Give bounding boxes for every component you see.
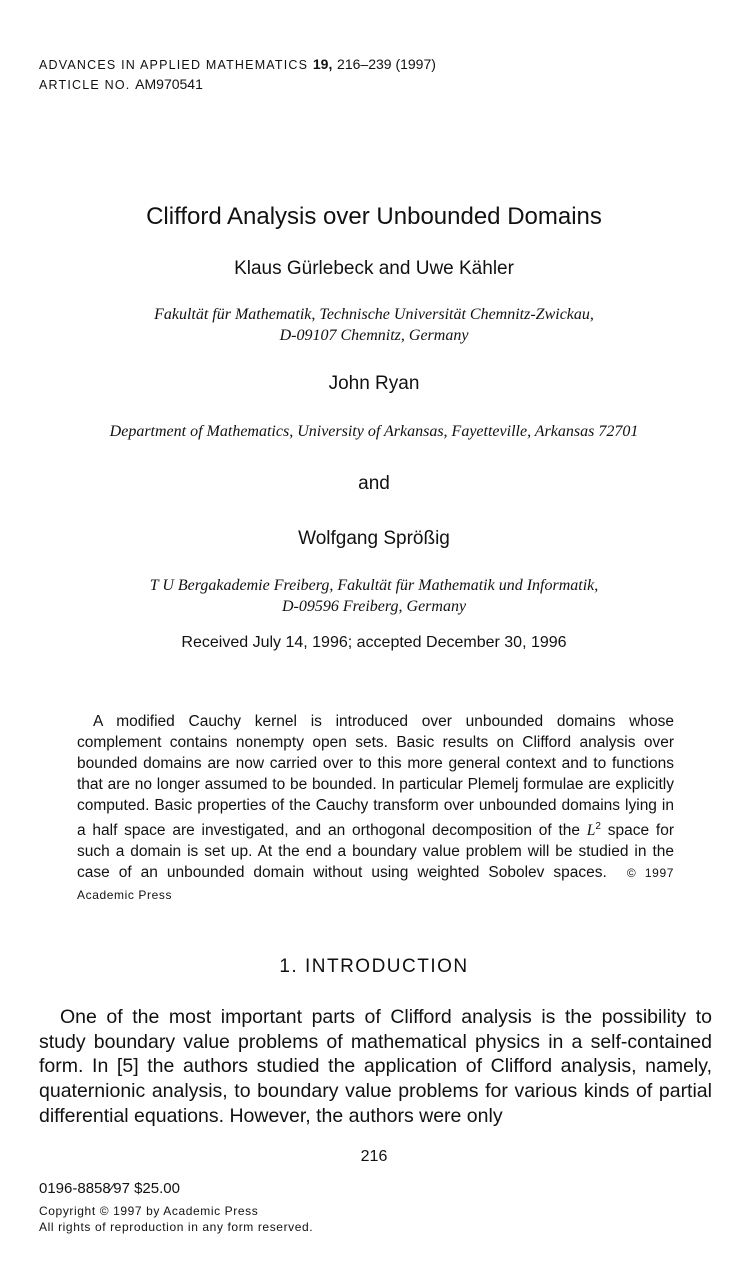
journal-citation [39,56,436,72]
issn-price: 0196-8858⁄97 $25.00 [39,1180,180,1197]
math-superscript: 2 [595,821,601,832]
article-number: AM970541 [135,76,203,92]
math-l-symbol: L [586,822,596,840]
paper-title: Clifford Analysis over Unbounded Domains [146,203,602,230]
affiliation-3-line-1: T U Bergakademie Freiberg, Fakultät für Mathematik und Informatik, [149,577,599,594]
article-number-line [39,76,203,92]
journal-pages-year: 216–239 (1997) [337,56,436,72]
author-names-2: John Ryan [328,373,420,394]
page-number: 216 [360,1148,388,1165]
and-separator: and [358,473,390,494]
footer-copyright: Copyright © 1997 by Academic Press [39,1204,259,1218]
section-heading: 1. INTRODUCTION [279,956,469,977]
affiliation-3 [0,575,748,617]
footer-rights [39,1203,313,1235]
journal-volume: 19, [312,56,333,72]
footer-reproduction: All rights of reproduction in any form reserved. [39,1220,314,1234]
affiliation-1 [0,304,748,346]
abstract-copyright: © 1997 Academic Press [77,866,674,903]
affiliation-1-line-2: D-09107 Chemnitz, Germany [279,327,469,344]
abstract [77,711,674,906]
received-dates: Received July 14, 1996; accepted December 30, 1996 [181,634,567,651]
affiliation-2 [0,421,748,442]
affiliation-2-line-1: Department of Mathematics, University of Arkansas, Fayetteville, Arkansas 72701 [109,423,639,440]
affiliation-3-line-2: D-09596 Freiberg, Germany [281,598,467,615]
author-names-1: Klaus Gürlebeck and Uwe Kähler [234,258,514,279]
author-names-3: Wolfgang Sprößig [298,528,450,549]
affiliation-1-line-1: Fakultät für Mathematik, Technische Universität Chemnitz-Zwickau, [154,306,594,323]
article-label: ARTICLE NO. [39,78,131,92]
abstract-text-2: space for such a domain is set up. At the end a boundary value problem will be studied in the case of an unbounded domain without using weighted Sobolev spaces. [77,822,674,882]
journal-name: ADVANCES IN APPLIED MATHEMATICS [39,58,309,72]
abstract-text-1: A modified Cauchy kernel is introduced over unbounded domains whose complement contains nonempty open sets. Basic results on Clifford analysis over bounded domains are now carried over to this more general context and to functions that are no longer assumed to be bounded. In particular Plemelj formulae are explicitly computed. Basic properties of the Cauchy transform over unbounded domains lying in a half space are investigated, and an orthogonal decomposition of the [77,713,674,840]
intro-paragraph: One of the most important parts of Clifford analysis is the possibility to study boundary value problems of mathematical physics in a self-contained form. In [5] the authors studied the application of Clifford analysis, namely, quaternionic analysis, to boundary value problems for various kinds of partial differential equations. However, the authors were only [39,1006,712,1127]
